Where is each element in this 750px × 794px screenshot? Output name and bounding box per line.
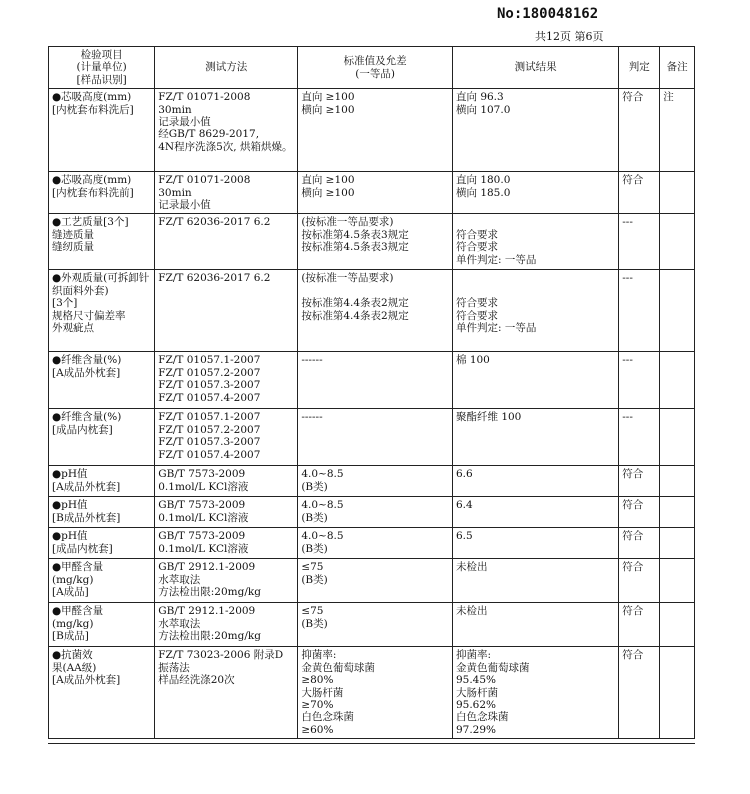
cell-item: ●抗菌效 果(AA级) [A成品外枕套] (49, 647, 155, 739)
cell-note (660, 559, 695, 603)
cell-judge: 符合 (619, 603, 660, 647)
table-header-row (49, 47, 695, 89)
cell-method: FZ/T 01057.1-2007 FZ/T 01057.2-2007 FZ/T 01057.3-2007 FZ/T 01057.4-2007 (155, 352, 298, 409)
col-header-judge: 判定 (619, 47, 660, 89)
table-row (49, 528, 695, 559)
cell-judge: 符合 (619, 466, 660, 497)
cell-note (660, 497, 695, 528)
table-row (49, 603, 695, 647)
table-row (49, 559, 695, 603)
cell-standard: ------ (298, 409, 453, 466)
cell-standard: 4.0~8.5 (B类) (298, 466, 453, 497)
cell-judge: 符合 (619, 497, 660, 528)
cell-standard: ------ (298, 352, 453, 409)
cell-note: 注 (660, 89, 695, 172)
cell-standard: 直向 ≥100 横向 ≥100 (298, 89, 453, 172)
cell-method: GB/T 2912.1-2009 水萃取法 方法检出限:20mg/kg (155, 559, 298, 603)
col-header-item: 检验项目 (计量单位) [样品识别] (49, 47, 155, 89)
cell-standard: (按标准一等品要求) 按标准第4.4条表2规定 按标准第4.4条表2规定 (298, 270, 453, 352)
cell-result: 抑菌率: 金黄色葡萄球菌 95.45% 大肠杆菌 95.62% 白色念珠菌 97.29% (452, 647, 618, 739)
cell-item: ●外观质量(可拆卸针织面料外套) [3个] 规格尺寸偏差率 外观疵点 (49, 270, 155, 352)
cell-method: FZ/T 01071-2008 30min 记录最小值 (155, 172, 298, 214)
cell-method: FZ/T 62036-2017 6.2 (155, 270, 298, 352)
cell-note (660, 352, 695, 409)
col-header-result: 测试结果 (452, 47, 618, 89)
page-indicator: 共12页 第6页 (535, 30, 604, 43)
cell-item: ●甲醛含量 (mg/kg) [B成品] (49, 603, 155, 647)
cell-result: 符合要求 符合要求 单件判定: 一等品 (452, 270, 618, 352)
cell-item: ●工艺质量[3个] 缝迹质量 缝纫质量 (49, 214, 155, 270)
table-row (49, 352, 695, 409)
test-results-table (48, 46, 695, 739)
cell-method: GB/T 7573-2009 0.1mol/L KCl溶液 (155, 466, 298, 497)
table-row (49, 270, 695, 352)
col-header-standard: 标准值及允差 (一等品) (298, 47, 453, 89)
cell-result: 未检出 (452, 559, 618, 603)
cell-result: 6.4 (452, 497, 618, 528)
cell-note (660, 603, 695, 647)
cell-standard: (按标准一等品要求) 按标准第4.5条表3规定 按标准第4.5条表3规定 (298, 214, 453, 270)
cell-result: 聚酯纤维 100 (452, 409, 618, 466)
cell-note (660, 172, 695, 214)
cell-note (660, 647, 695, 739)
cell-judge: 符合 (619, 559, 660, 603)
table-row (49, 497, 695, 528)
cell-item: ●纤维含量(%) [成品内枕套] (49, 409, 155, 466)
cell-note (660, 214, 695, 270)
cell-standard: 抑菌率: 金黄色葡萄球菌 ≥80% 大肠杆菌 ≥70% 白色念珠菌 ≥60% (298, 647, 453, 739)
cell-result: 棉 100 (452, 352, 618, 409)
cell-judge: --- (619, 270, 660, 352)
cell-standard: 直向 ≥100 横向 ≥100 (298, 172, 453, 214)
cell-method: FZ/T 73023-2006 附录D 振荡法 样品经洗涤20次 (155, 647, 298, 739)
cell-result: 直向 180.0 横向 185.0 (452, 172, 618, 214)
table-row (49, 409, 695, 466)
table-bottom-rule (48, 743, 695, 744)
cell-judge: 符合 (619, 172, 660, 214)
cell-item: ●pH值 [A成品外枕套] (49, 466, 155, 497)
cell-note (660, 466, 695, 497)
col-header-method: 测试方法 (155, 47, 298, 89)
cell-judge: 符合 (619, 528, 660, 559)
cell-result: 6.6 (452, 466, 618, 497)
cell-judge: 符合 (619, 89, 660, 172)
cell-method: GB/T 7573-2009 0.1mol/L KCl溶液 (155, 528, 298, 559)
cell-judge: --- (619, 214, 660, 270)
table-row (49, 89, 695, 172)
cell-standard: ≤75 (B类) (298, 603, 453, 647)
cell-method: FZ/T 01057.1-2007 FZ/T 01057.2-2007 FZ/T 01057.3-2007 FZ/T 01057.4-2007 (155, 409, 298, 466)
cell-item: ●纤维含量(%) [A成品外枕套] (49, 352, 155, 409)
cell-result: 符合要求 符合要求 单件判定: 一等品 (452, 214, 618, 270)
cell-result: 直向 96.3 横向 107.0 (452, 89, 618, 172)
cell-item: ●芯吸高度(mm) [内枕套布料洗后] (49, 89, 155, 172)
cell-standard: 4.0~8.5 (B类) (298, 497, 453, 528)
table-row (49, 214, 695, 270)
table-row (49, 172, 695, 214)
cell-method: GB/T 7573-2009 0.1mol/L KCl溶液 (155, 497, 298, 528)
cell-judge: 符合 (619, 647, 660, 739)
cell-result: 未检出 (452, 603, 618, 647)
cell-result: 6.5 (452, 528, 618, 559)
cell-item: ●pH值 [成品内枕套] (49, 528, 155, 559)
cell-standard: ≤75 (B类) (298, 559, 453, 603)
col-header-note: 备注 (660, 47, 695, 89)
cell-method: FZ/T 01071-2008 30min 记录最小值 经GB/T 8629-2017, 4N程序洗涤5次, 烘箱烘燥。 (155, 89, 298, 172)
cell-item: ●pH值 [B成品外枕套] (49, 497, 155, 528)
cell-judge: --- (619, 409, 660, 466)
cell-note (660, 528, 695, 559)
report-number: No:180048162 (497, 6, 599, 22)
cell-judge: --- (619, 352, 660, 409)
cell-method: FZ/T 62036-2017 6.2 (155, 214, 298, 270)
cell-item: ●芯吸高度(mm) [内枕套布料洗前] (49, 172, 155, 214)
cell-note (660, 270, 695, 352)
cell-standard: 4.0~8.5 (B类) (298, 528, 453, 559)
cell-item: ●甲醛含量 (mg/kg) [A成品] (49, 559, 155, 603)
table-row (49, 647, 695, 739)
table-row (49, 466, 695, 497)
cell-note (660, 409, 695, 466)
cell-method: GB/T 2912.1-2009 水萃取法 方法检出限:20mg/kg (155, 603, 298, 647)
